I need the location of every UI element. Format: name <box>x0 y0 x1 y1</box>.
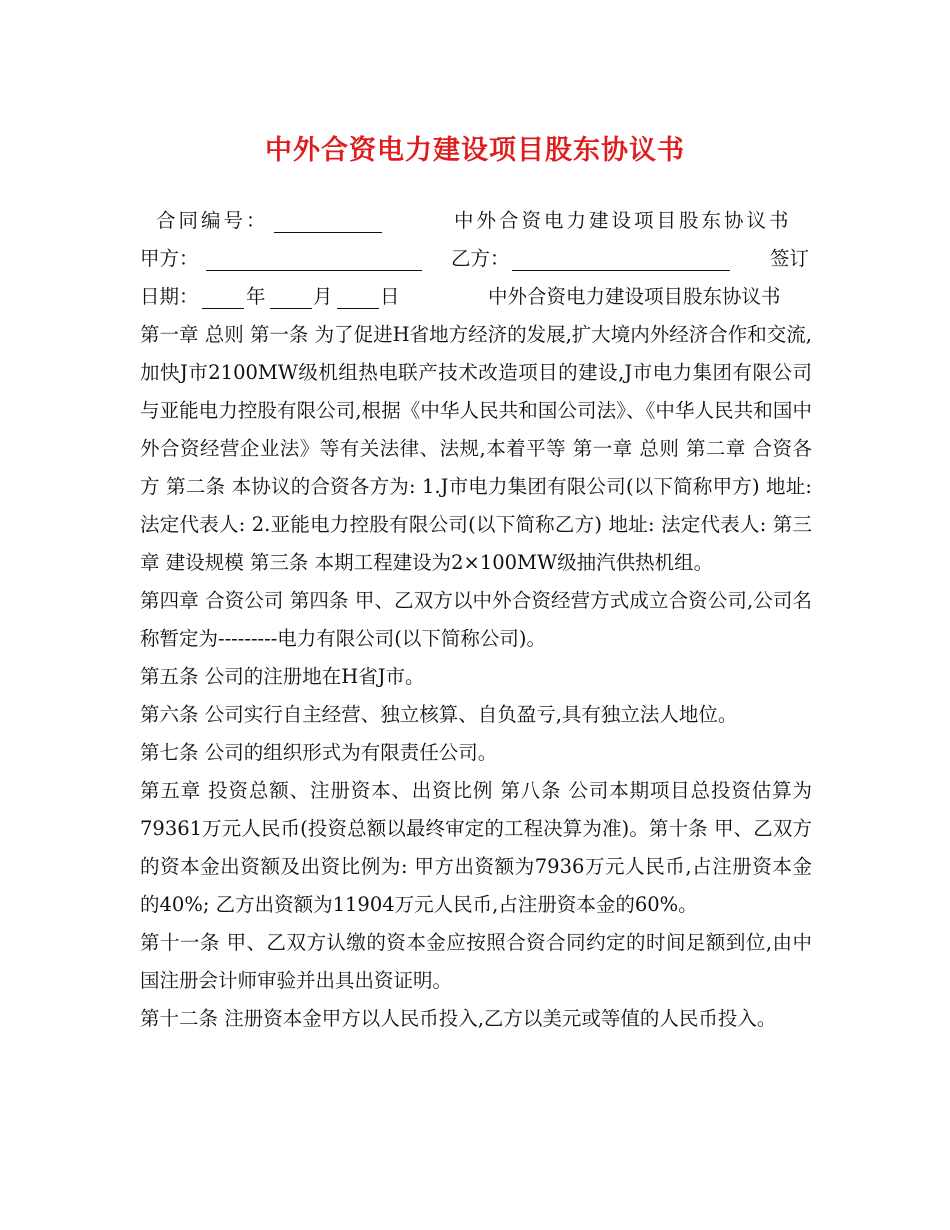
date-row <box>140 278 812 316</box>
paragraph-chapter-1-3: 第一章 总则 第一条 为了促进H省地方经济的发展,扩大境内外经济合作和交流,加快J市2100MW级机组热电联产技术改造项目的建设,J市电力集团有限公司与亚能电力控股有限公司,根据《中华人民共和国公司法》、《中华人民共和国中外合资经营企业法》等有关法律、法规,本着平等 第一章 总则 第二章 合资各方 第二条 本协议的合资各方为: 1.J市电力集团有限公司(以下简称甲方) 地址: 法定代表人: 2.亚能电力控股有限公司(以下简称乙方) 地址: 法定代表人: 第三章 建设规模 第三条 本期工程建设为2×100MW级抽汽供热机组。 <box>140 323 812 574</box>
document-name-2: 中外合资电力建设项目股东协议书 <box>488 285 781 308</box>
paragraph-article-4: 第四章 合资公司 第四条 甲、乙双方以中外合资经营方式成立合资公司,公司名称暂定为---------电力有限公司(以下简称公司)。 <box>140 589 812 650</box>
paragraph-article-12: 第十二条 注册资本金甲方以人民币投入,乙方以美元或等值的人民币投入。 <box>140 1007 777 1030</box>
contract-number-blank[interactable] <box>274 210 382 233</box>
sign-label: 签订 <box>770 247 810 270</box>
document-name-1: 中外合资电力建设项目股东协议书 <box>454 209 792 232</box>
party-a-label: 甲方： <box>140 247 199 270</box>
day-label: 日 <box>380 285 400 308</box>
paragraph-article-5: 第五条 公司的注册地在H省J市。 <box>140 665 425 688</box>
paragraph-article-6: 第六条 公司实行自主经营、独立核算、自负盈亏,具有独立法人地位。 <box>140 703 738 726</box>
document-title: 中外合资电力建设项目股东协议书 <box>265 135 685 166</box>
contract-number-row <box>140 202 812 240</box>
party-a-blank[interactable] <box>206 248 422 271</box>
paragraph-article-7: 第七条 公司的组织形式为有限责任公司。 <box>140 741 498 764</box>
day-blank[interactable] <box>337 286 379 309</box>
month-blank[interactable] <box>270 286 312 309</box>
party-b-blank[interactable] <box>512 248 730 271</box>
party-b-label: 乙方： <box>451 247 510 270</box>
year-blank[interactable] <box>202 286 244 309</box>
paragraph-chapter-5: 第五章 投资总额、注册资本、出资比例 第八条 公司本期项目总投资估算为79361万元人民币(投资总额以最终审定的工程决算为准)。第十条 甲、乙双方的资本金出资额及出资比例为: 甲方出资额为7936万元人民币,占注册资本金的40%; 乙方出资额为11904万元人民币,占注册资本金的60%。 <box>140 779 812 916</box>
month-label: 月 <box>313 285 333 308</box>
contract-number-label: 合同编号： <box>156 209 269 232</box>
paragraph-article-11: 第十一条 甲、乙双方认缴的资本金应按照合资合同约定的时间足额到位,由中国注册会计师审验并出具出资证明。 <box>140 931 812 992</box>
document-body <box>140 316 812 1038</box>
parties-row <box>140 240 812 278</box>
date-label: 日期： <box>140 285 199 308</box>
year-label: 年 <box>246 285 266 308</box>
